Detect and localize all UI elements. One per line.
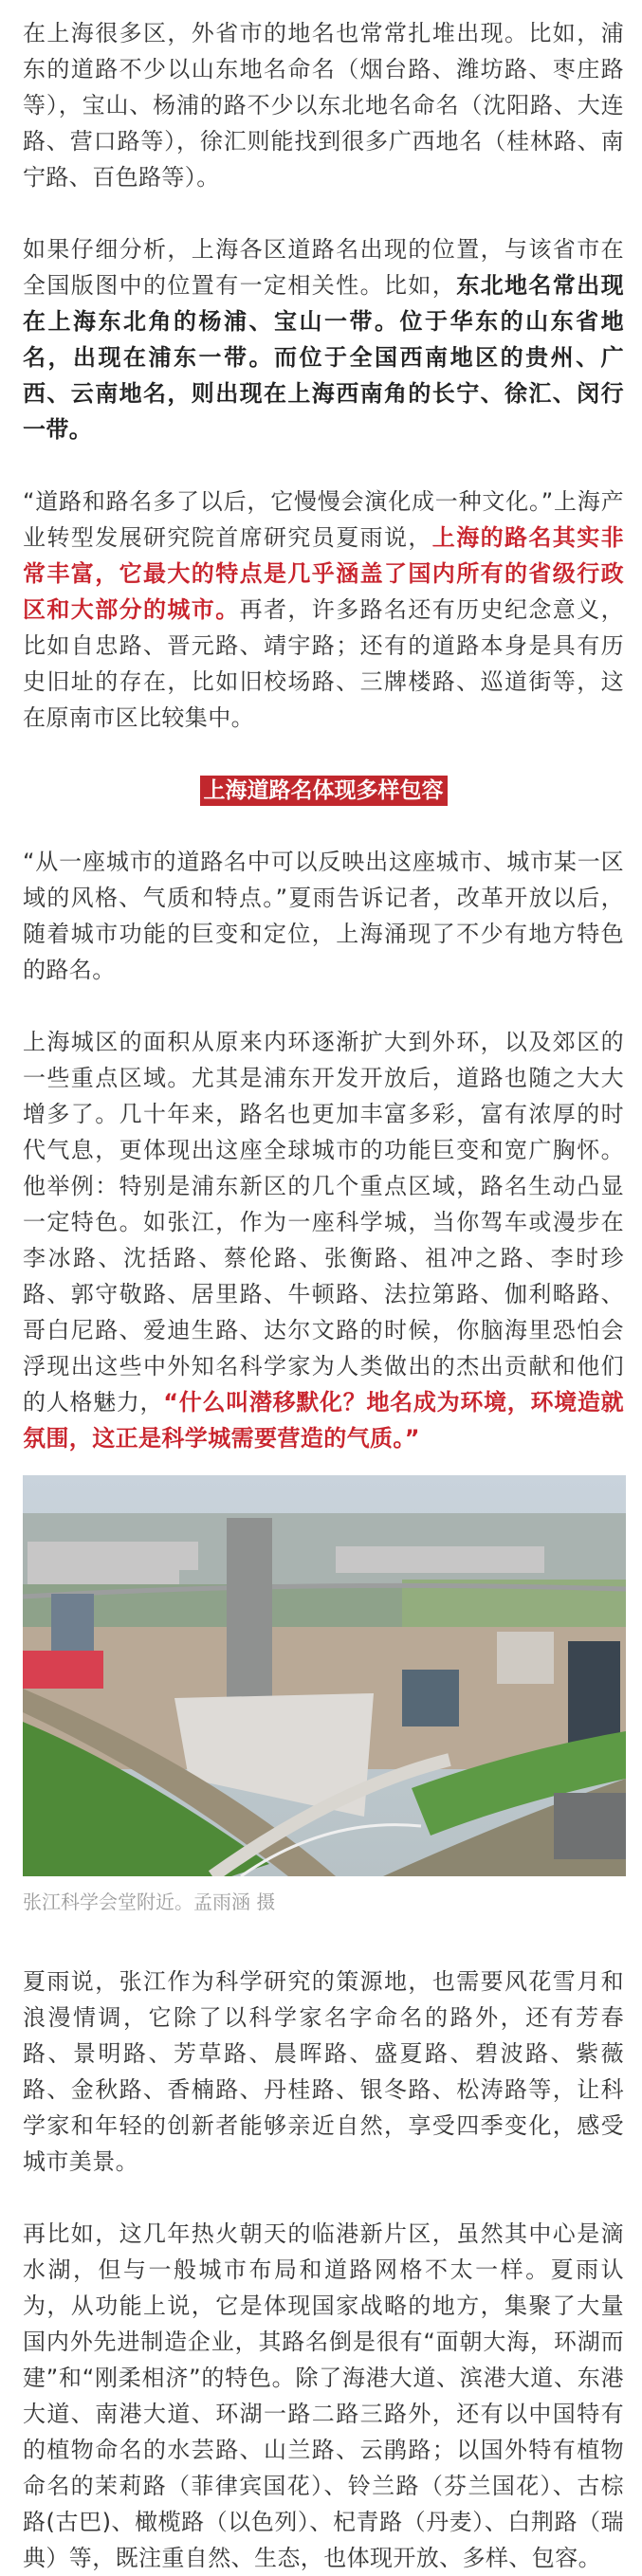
section-heading: 上海道路名体现多样包容 — [200, 776, 448, 806]
paragraph-text: 再比如，这几年热火朝天的临港新片区，虽然其中心是滴水湖，但与一般城市布局和道路网格不太一样。夏雨认为，从功能上说，它是体现国家战略的地方，集聚了大量国内外先进制造企业，其路名倒是很有“面朝大海，环湖而建”和“刚柔相济”的特色。除了海港大道、滨港大道、东港大道、南港大道、环湖一路二路三路外，还有以中国特有的植物命名的水芸路、山兰路、云鹃路；以国外特有植物命名的茉莉路（菲律宾国花）、铃兰路（芬兰国花）、古棕路(古巴)、橄榄路（以色列）、杞青路（丹麦）、白荆路（瑞典）等，既注重自然、生态，也体现开放、多样、包容。 — [23, 2220, 624, 2571]
section-heading-wrapper — [23, 772, 624, 808]
red-emphasis-text: 上海的路名其实非常丰富，它最大的特点是几乎涵盖了国内所有的省级行政区和大部分的城市。 — [23, 524, 624, 623]
paragraph-city-character — [23, 844, 624, 988]
photo-caption: 张江科学会堂附近。孟雨涵 摄 — [23, 1891, 276, 1913]
paragraph-road-culture — [23, 484, 624, 736]
paragraph-lingang — [23, 2216, 624, 2576]
aerial-photo-zhangjiang — [23, 1475, 626, 1876]
paragraph-text: “从一座城市的道路名中可以反映出这座城市、城市某一区域的风格、气质和特点。”夏雨告诉记者，改革开放以后，随着城市功能的巨变和定位，上海涌现了不少有地方特色的路名。 — [23, 849, 624, 983]
paragraph-pudong-zhangjiang — [23, 1024, 624, 1456]
paragraph-nature-roads — [23, 1964, 624, 2180]
paragraph-text: 上海城区的面积从原来内环逐渐扩大到外环，以及郊区的一些重点区域。尤其是浦东开发开放后，道路也随之大大增多了。几十年来，路名也更加丰富多彩，富有浓厚的时代气息，更体现出这座全球城市的功能巨变和宽广胸怀。他举例：特别是浦东新区的几个重点区域，路名生动凸显一定特色。如张江，作为一座科学城，当你驾车或漫步在李冰路、沈括路、蔡伦路、张衡路、祖冲之路、李时珍路、郭守敬路、居里路、牛顿路、法拉第路、伽利略路、哥白尼路、爱迪生路、达尔文路的时候，你脑海里恐怕会浮现出这些中外知名科学家为人类做出的杰出贡献和他们的人格魅力， — [23, 1029, 624, 1416]
paragraph-provincial-names — [23, 15, 624, 195]
paragraph-text: 再者，许多路名还有历史纪念意义，比如自忠路、晋元路、靖宇路；还有的道路本身是具有历史旧址的存在，比如旧校场路、三牌楼路、巡道街等，这在原南市区比较集中。 — [23, 596, 624, 731]
red-emphasis-quote: “什么叫潜移默化？地名成为环境，环境造就氛围，这正是科学城需要营造的气质。” — [23, 1389, 624, 1452]
paragraph-text: 夏雨说，张江作为科学研究的策源地，也需要风花雪月和浪漫情调，它除了以科学家名字命名的路外，还有芳春路、景明路、芳草路、晨晖路、盛夏路、碧波路、紫薇路、金秋路、香楠路、丹桂路、银冬路、松涛路等，让科学家和年轻的创新者能够亲近自然，享受四季变化，感受城市美景。 — [23, 1968, 624, 2175]
bold-emphasis-text: 东北地名常出现在上海东北角的杨浦、宝山一带。位于华东的山东省地名，出现在浦东一带。而位于全国西南地区的贵州、广西、云南地名，则出现在上海西南角的长宁、徐汇、闵行一带。 — [23, 272, 624, 443]
paragraph-text: “道路和路名多了以后，它慢慢会演化成一种文化。”上海产业转型发展研究院首席研究员夏雨说， — [23, 488, 624, 551]
paragraph-text: 如果仔细分析，上海各区道路名出现的位置，与该省市在全国版图中的位置有一定相关性。比如， — [23, 236, 624, 299]
paragraph-location-correlation — [23, 231, 624, 448]
paragraph-text: 在上海很多区，外省市的地名也常常扎堆出现。比如，浦东的道路不少以山东地名命名（烟台路、潍坊路、枣庄路等），宝山、杨浦的路不少以东北地名命名（沈阳路、大连路、营口路等），徐汇则能找到很多广西地名（桂林路、南宁路、百色路等）。 — [23, 20, 624, 191]
